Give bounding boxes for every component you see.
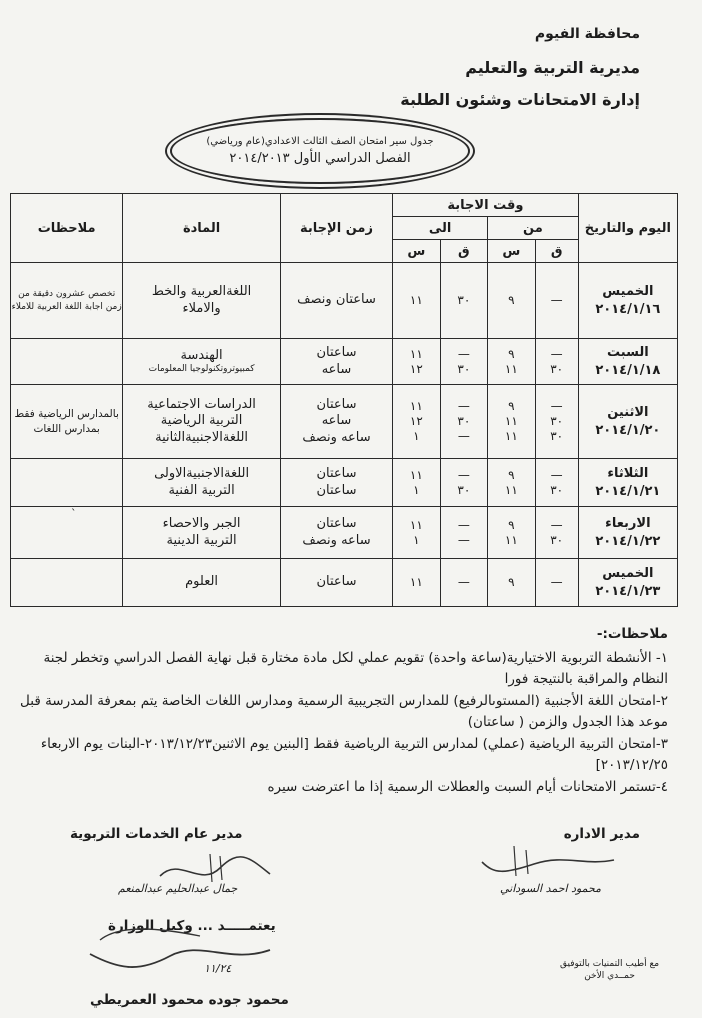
note-cell: [11, 559, 123, 607]
note-item-1: ١- الأنشطة التربوية الاختيارية(ساعة واحدة) تقويم عملي لكل مادة مختارة قبل نهاية الفصل الدراسي وتخطر لجنة النظام والمراقبة بالنتيجة فورا: [43, 649, 668, 687]
header-subject: المادة: [123, 194, 281, 263]
day-cell: الثلاثاء ٢٠١٤/١/٢١: [578, 459, 677, 507]
day-cell: الاثنين ٢٠١٤/١/٢٠: [578, 385, 677, 459]
from-minute-cell: — ٣٠: [535, 459, 578, 507]
to-hour-cell: ١١ ١: [393, 507, 440, 559]
day-cell: الخميس ٢٠١٤/١/١٦: [578, 263, 677, 339]
header-to: الى: [393, 217, 488, 240]
to-minute-cell: — ٣٠: [440, 459, 487, 507]
from-minute-cell: —: [535, 263, 578, 339]
notes-section: [20, 624, 668, 798]
duration-cell: ساعتان ونصف: [280, 263, 392, 339]
from-hour-cell: ٩ ١١ ١١: [488, 385, 535, 459]
table-row: [11, 263, 678, 339]
day-cell: الخميس ٢٠١٤/١/٢٣: [578, 559, 677, 607]
from-minute-cell: — ٣٠: [535, 339, 578, 385]
to-minute-cell: —: [440, 559, 487, 607]
note-cell: `: [11, 507, 123, 559]
table-row: [11, 507, 678, 559]
table-row: [11, 385, 678, 459]
note-cell: تخصص عشرون دقيقة من زمن اجابة اللغة العربية للاملاء: [11, 263, 123, 339]
governorate-name: محافظة الفيوم: [534, 26, 640, 42]
header-from-minute: ق: [535, 240, 578, 263]
subject-cell: اللغةالاجنبيةالاولى التربية الفنية: [123, 459, 281, 507]
day-cell: الاربعاء ٢٠١٤/١/٢٢: [578, 507, 677, 559]
to-hour-cell: ١١ ١٢: [393, 339, 440, 385]
subject-cell: الجبر والاحصاء التربية الدينية: [123, 507, 281, 559]
duration-cell: ساعتان ساعه ساعه ونصف: [280, 385, 392, 459]
duration-cell: ساعتان ساعتان: [280, 459, 392, 507]
to-hour-cell: ١١: [393, 559, 440, 607]
right-handwritten-name: محمود احمد السوداني: [500, 882, 602, 895]
from-minute-cell: — ٣٠ ٣٠: [535, 385, 578, 459]
approval-handwritten-date: ١١/٢٤: [204, 962, 232, 975]
header-answer-time: وقت الاجابة: [393, 194, 579, 217]
subject-cell: الدراسات الاجتماعية التربية الرياضية اللغةالاجنبيةالثانية: [123, 385, 281, 459]
from-hour-cell: ٩: [488, 263, 535, 339]
to-minute-cell: — ٣٠: [440, 339, 487, 385]
to-hour-cell: ١١ ١: [393, 459, 440, 507]
from-hour-cell: ٩: [488, 559, 535, 607]
approval-signature-scribble: [80, 920, 280, 980]
header-from-hour: س: [488, 240, 535, 263]
to-hour-cell: ١١ ١٢ ١: [393, 385, 440, 459]
wishes-note: مع أطيب التمنيات بالتوفيق حمــدي الأخن: [560, 959, 660, 982]
schedule-title-line2: الفصل الدراسي الأول ٢٠١٤/٢٠١٣: [229, 151, 411, 166]
from-hour-cell: ٩ ١١: [488, 459, 535, 507]
notes-title: ملاحظات:-: [596, 626, 668, 642]
department-name: إدارة الامتحانات وشئون الطلبة: [400, 90, 640, 109]
note-item-4: ٤-تستمر الامتحانات أيام السبت والعطلات الرسمية إذا ما اعترضت سيره: [267, 778, 668, 795]
header-from: من: [488, 217, 579, 240]
subject-cell: العلوم: [123, 559, 281, 607]
subject-cell: الهندسة كمبيوتروتكنولوجيا المعلومات: [123, 339, 281, 385]
table-row: [11, 339, 678, 385]
header-day: اليوم والتاريخ: [578, 194, 677, 263]
right-signature-scribble: [474, 840, 624, 884]
header-duration: زمن الإجابة: [280, 194, 392, 263]
from-minute-cell: — ٣٠: [535, 507, 578, 559]
subject-cell: اللغةالعربية والخط والاملاء: [123, 263, 281, 339]
to-minute-cell: — —: [440, 507, 487, 559]
left-handwritten-name: جمال عبدالحليم عبدالمنعم: [118, 882, 238, 895]
to-minute-cell: — ٣٠ —: [440, 385, 487, 459]
schedule-title: [170, 118, 470, 184]
header-to-minute: ق: [440, 240, 487, 263]
schedule-title-line1: جدول سير امتحان الصف الثالث الاعدادي(عام ورياضي): [206, 136, 434, 147]
to-minute-cell: ٣٠: [440, 263, 487, 339]
to-hour-cell: ١١: [393, 263, 440, 339]
from-minute-cell: —: [535, 559, 578, 607]
note-cell: بالمدارس الرياضية فقط بمدارس اللغات: [11, 385, 123, 459]
table-row: [11, 559, 678, 607]
duration-cell: ساعتان: [280, 559, 392, 607]
table-row: [11, 459, 678, 507]
duration-cell: ساعتان ساعه: [280, 339, 392, 385]
note-cell: [11, 339, 123, 385]
header-notes: ملاحظات: [11, 194, 123, 263]
header-to-hour: س: [393, 240, 440, 263]
duration-cell: ساعتان ساعه ونصف: [280, 507, 392, 559]
deputy-minister-name: محمود جوده محمود العمريطي: [90, 992, 289, 1008]
directorate-name: مديرية التربية والتعليم: [465, 58, 640, 77]
exam-schedule-table: [10, 193, 678, 607]
admin-director-title: مدير الاداره: [563, 826, 640, 842]
day-cell: السبت ٢٠١٤/١/١٨: [578, 339, 677, 385]
from-hour-cell: ٩ ١١: [488, 339, 535, 385]
note-cell: [11, 459, 123, 507]
from-hour-cell: ٩ ١١: [488, 507, 535, 559]
approval-line: يعتمـــــد ... وكيل الوزارة: [108, 918, 276, 934]
general-director-title: مدير عام الخدمات التربوية: [70, 826, 243, 842]
note-item-2: ٢-امتحان اللغة الأجنبية (المستوىالرفيع) للمدارس التجريبية الرسمية ومدارس اللغات الخاصة يتم بمعرفة المدرسة قبل موعد هذا الجدول والزمن ( ساعتان): [20, 692, 668, 730]
note-item-3: ٣-امتحان التربية الرياضية (عملي) لمدارس التربية الرياضية فقط [البنين يوم الاثنين٢٠١٣/١٢/٢٣-البنات يوم الاربعاء ٢٠١٣/١٢/٢٥]: [40, 735, 668, 773]
